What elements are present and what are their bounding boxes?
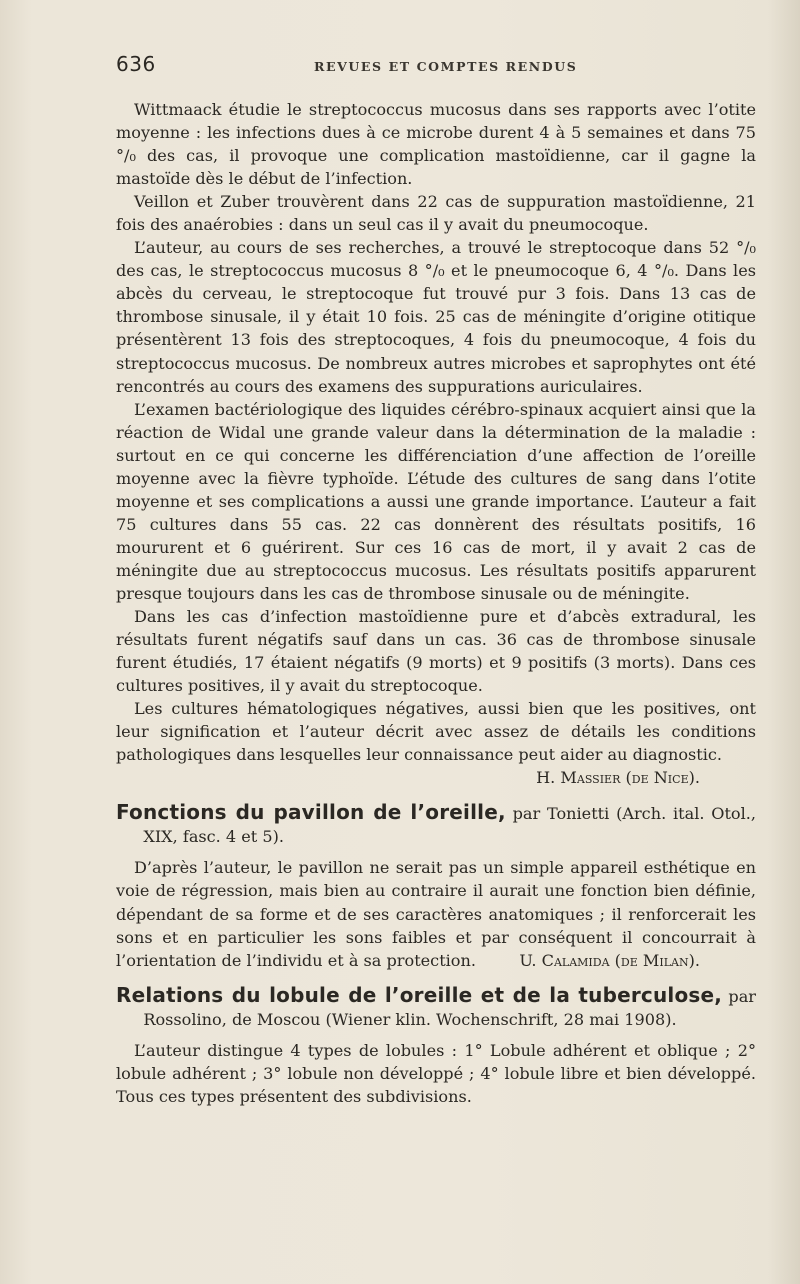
review1-paragraph-3: L’auteur, au cours de ses recherches, a trouvé le streptocoque dans 52 °/₀ des cas, le streptococcus mucosus 8 °/₀ et le pneumocoque 6, 4 °/₀. Dans les abcès du cerveau, le streptocoque fut trouvé pur 3 fois. Dans 13 cas de thrombose sinusale, il y était 10 fois. 25 cas de méningite d’origine otitique présentèrent 13 fois des streptocoques, 4 fois du pneumocoque, 4 fois du streptococcus mucosus. De nombreux autres microbes et saprophytes ont été rencontrés au cours des examens des suppurations auriculaires. (116, 238, 756, 396)
review3-body-block (116, 1039, 756, 1108)
review1-paragraph-5: Dans les cas d’infection mastoïdienne pure et d’abcès extradural, les résultats furent négatifs sauf dans un cas. 36 cas de thrombose sinusale furent étudiés, 17 étaient négatifs (9 morts) et 9 positifs (3 morts). Dans ces cultures positives, il y avait du streptocoque. (116, 607, 756, 696)
review1-signature: H. Massier (de Nice). (536, 768, 700, 788)
review1-paragraph-4: L’examen bactériologique des liquides cérébro-spinaux acquiert ainsi que la réaction de Widal une grande valeur dans la détermination de la maladie : surtout en ce qui concerne les différenciation d’une affection de l’oreille moyenne avec la fièvre typhoïde. L’étude des cultures de sang dans l’otite moyenne et ses complications a aussi une grande importance. L’auteur a fait 75 cultures dans 55 cas. 22 cas donnèrent des résultats positifs, 16 moururent et 6 guérirent. Sur ces 16 cas de mort, il y avait 2 cas de méningite due au streptococcus mucosus. Les résultats positifs apparurent presque toujours dans les cas de thrombose sinusale ou de méningite. (116, 399, 756, 603)
page-content (116, 98, 756, 1108)
running-head: REVUES ET COMPTES RENDUS (314, 59, 578, 74)
page-header (116, 52, 756, 80)
review1-paragraph-1: Wittmaack étudie le streptococcus mucosus dans ses rapports avec l’otite moyenne : les infections dues à ce microbe durent 4 à 5 semaines et dans 75 °/₀ des cas, il provoque une complication mastoïdienne, car il gagne la mastoïde dès le début de l’infection. (116, 100, 756, 189)
review2-heading (116, 801, 756, 848)
page-number: 636 (116, 52, 156, 76)
review2-citation: par Tonietti (Arch. ital. Otol., XIX, fasc. 4 et 5). (143, 804, 756, 847)
review3-heading (116, 984, 756, 1031)
review1-closing (116, 697, 756, 789)
review1-paragraph-6: Les cultures hématologiques négatives, aussi bien que les positives, ont leur signification et l’auteur décrit avec assez de détails les conditions pathologiques dans lesquelles leur connaissance peut aider au diagnostic. (116, 699, 756, 765)
review3-body: L’auteur distingue 4 types de lobules : 1° Lobule adhérent et oblique ; 2° lobule adhérent ; 3° lobule non développé ; 4° lobule libre et bien développé. Tous ces types présentent des subdivisions. (116, 1040, 756, 1106)
review2-body: D’après l’auteur, le pavillon ne serait pas un simple appareil esthétique en voie de régression, mais bien au contraire il aurait une fonction bien définie, dépendant de sa forme et de ses caractères anatomiques ; il renforcerait les sons et en particulier les sons faibles et par conséquent il concourrait à l’orientation de l’individu et à sa protection. (116, 858, 756, 970)
review2-title: Fonctions du pavillon de l’oreille, (116, 800, 506, 825)
review3-citation: par Rossolino, de Moscou (Wiener klin. Wochenschrift, 28 mai 1908). (143, 986, 756, 1029)
review2-signature: U. Calamida (de Milan). (519, 950, 700, 970)
review2-body-block (116, 856, 756, 971)
review1-paragraph-2: Veillon et Zuber trouvèrent dans 22 cas de suppuration mastoïdienne, 21 fois des anaérobies : dans un seul cas il y avait du pneumocoque. (116, 192, 756, 235)
review3-title: Relations du lobule de l’oreille et de la tuberculose, (116, 982, 723, 1007)
